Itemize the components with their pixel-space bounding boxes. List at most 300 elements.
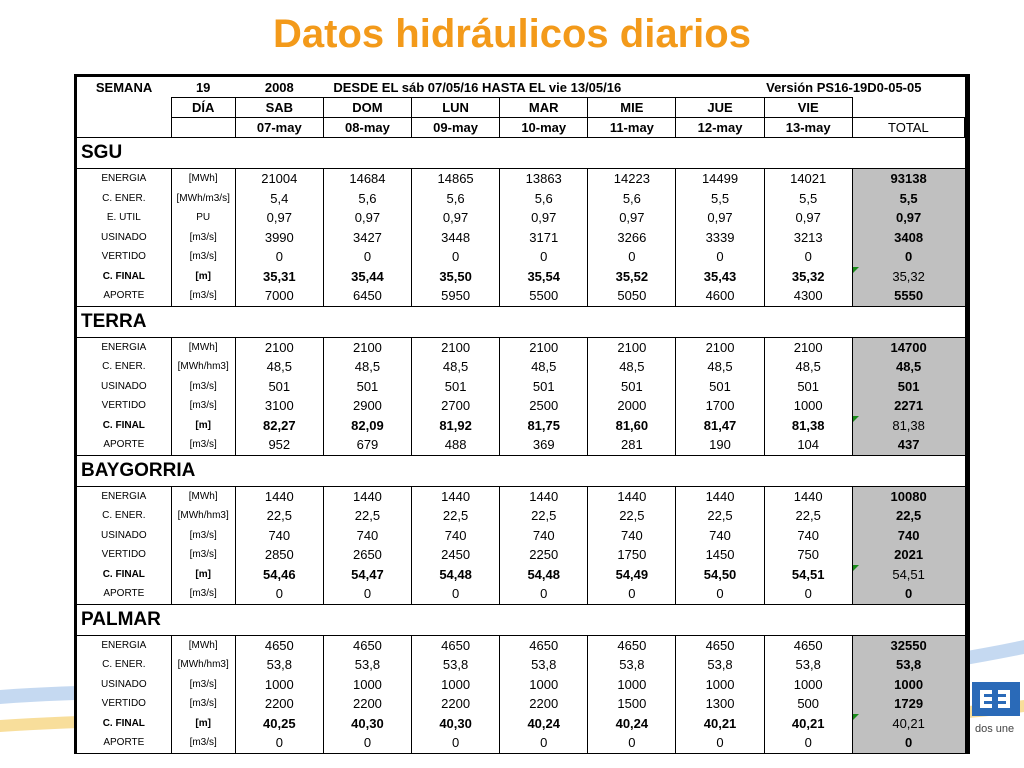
cell-value: 501 <box>500 377 588 397</box>
cell-value: 5,6 <box>588 189 676 209</box>
date-header: 09-may <box>412 118 500 138</box>
cell-value: 48,5 <box>500 357 588 377</box>
row-label: APORTE <box>77 733 171 753</box>
cell-value: 740 <box>500 526 588 546</box>
cell-value: 14223 <box>588 169 676 189</box>
row-unit: [m] <box>171 416 235 436</box>
date-header: 10-may <box>500 118 588 138</box>
cell-value: 5,5 <box>764 189 852 209</box>
table-row <box>77 733 965 753</box>
cell-value: 0 <box>235 247 323 267</box>
semana-label: SEMANA <box>95 79 153 95</box>
cell-value: 2500 <box>500 396 588 416</box>
table-row <box>77 435 965 455</box>
cell-value: 3213 <box>764 228 852 248</box>
cell-value: 500 <box>764 694 852 714</box>
day-header: MIE <box>588 98 676 118</box>
comment-flag-icon <box>853 267 859 273</box>
cell-value: 740 <box>323 526 411 546</box>
cell-value: 1300 <box>676 694 764 714</box>
row-label: ENERGIA <box>77 486 171 506</box>
cell-value: 0 <box>676 733 764 753</box>
cell-value: 1000 <box>676 675 764 695</box>
cell-value: 3448 <box>412 228 500 248</box>
row-label: APORTE <box>77 435 171 455</box>
cell-value: 740 <box>412 526 500 546</box>
cell-value: 0 <box>235 733 323 753</box>
cell-value: 281 <box>588 435 676 455</box>
cell-value: 2200 <box>412 694 500 714</box>
cell-value: 14499 <box>676 169 764 189</box>
cell-value: 14865 <box>412 169 500 189</box>
cell-value: 5050 <box>588 286 676 306</box>
cell-value: 4650 <box>235 635 323 655</box>
table-row <box>77 247 965 267</box>
cell-value: 22,5 <box>323 506 411 526</box>
cell-value: 22,5 <box>235 506 323 526</box>
row-label: USINADO <box>77 228 171 248</box>
cell-value: 0 <box>235 584 323 604</box>
total-value: 93138 <box>852 169 964 189</box>
table-row <box>77 169 965 189</box>
cell-value: 40,21 <box>764 714 852 734</box>
cell-value: 3339 <box>676 228 764 248</box>
page-title: Datos hidráulicos diarios <box>273 12 751 56</box>
cell-value: 5,5 <box>676 189 764 209</box>
cell-value: 48,5 <box>235 357 323 377</box>
cell-value: 48,5 <box>764 357 852 377</box>
total-value: 740 <box>852 526 964 546</box>
cell-value: 0 <box>588 584 676 604</box>
hydraulic-data-table <box>77 77 965 753</box>
cell-value: 190 <box>676 435 764 455</box>
cell-value: 2100 <box>676 337 764 357</box>
cell-value: 40,24 <box>500 714 588 734</box>
row-label: C. FINAL <box>77 565 171 585</box>
cell-value: 14684 <box>323 169 411 189</box>
cell-value: 13863 <box>500 169 588 189</box>
cell-value: 4650 <box>588 635 676 655</box>
total-value: 35,32 <box>852 267 964 287</box>
row-label: C. ENER. <box>77 506 171 526</box>
row-unit: [MWh] <box>171 169 235 189</box>
row-unit: [m3/s] <box>171 377 235 397</box>
cell-value: 4650 <box>764 635 852 655</box>
section-title: SGU <box>77 138 965 169</box>
cell-value: 2100 <box>500 337 588 357</box>
cell-value: 2100 <box>323 337 411 357</box>
row-unit: [MWh/hm3] <box>171 655 235 675</box>
row-unit: [m] <box>171 267 235 287</box>
row-label: APORTE <box>77 584 171 604</box>
cell-value: 3171 <box>500 228 588 248</box>
total-value: 437 <box>852 435 964 455</box>
cell-value: 501 <box>764 377 852 397</box>
cell-value: 0 <box>676 247 764 267</box>
row-label: VERTIDO <box>77 694 171 714</box>
cell-value: 22,5 <box>588 506 676 526</box>
cell-value: 54,48 <box>412 565 500 585</box>
cell-value: 22,5 <box>500 506 588 526</box>
cell-value: 22,5 <box>764 506 852 526</box>
row-unit: [MWh/hm3] <box>171 506 235 526</box>
row-label: ENERGIA <box>77 635 171 655</box>
logo-text: dos une <box>975 723 1015 735</box>
cell-value: 6450 <box>323 286 411 306</box>
cell-value: 1440 <box>764 486 852 506</box>
row-unit: [m3/s] <box>171 675 235 695</box>
date-header: 11-may <box>588 118 676 138</box>
semana-number: 19 <box>195 79 211 95</box>
cell-value: 0 <box>764 247 852 267</box>
cell-value: 5,6 <box>412 189 500 209</box>
row-label: VERTIDO <box>77 396 171 416</box>
row-unit: [m3/s] <box>171 435 235 455</box>
cell-value: 5500 <box>500 286 588 306</box>
date-header: 08-may <box>323 118 411 138</box>
comment-flag-icon <box>853 565 859 571</box>
row-label: APORTE <box>77 286 171 306</box>
cell-value: 1440 <box>588 486 676 506</box>
year: 2008 <box>264 79 294 95</box>
cell-value: 1450 <box>676 545 764 565</box>
row-unit: [m3/s] <box>171 526 235 546</box>
cell-value: 2850 <box>235 545 323 565</box>
total-value: 3408 <box>852 228 964 248</box>
row-label: C. FINAL <box>77 267 171 287</box>
cell-value: 3266 <box>588 228 676 248</box>
cell-value: 35,50 <box>412 267 500 287</box>
cell-value: 501 <box>676 377 764 397</box>
cell-value: 54,48 <box>500 565 588 585</box>
cell-value: 3990 <box>235 228 323 248</box>
cell-value: 81,47 <box>676 416 764 436</box>
row-label: C. ENER. <box>77 189 171 209</box>
cell-value: 0,97 <box>323 208 411 228</box>
total-value: 14700 <box>852 337 964 357</box>
cell-value: 740 <box>676 526 764 546</box>
total-value: 0 <box>852 584 964 604</box>
date-header: 12-may <box>676 118 764 138</box>
cell-value: 22,5 <box>412 506 500 526</box>
cell-value: 2900 <box>323 396 411 416</box>
table-row <box>77 189 965 209</box>
date-header: 13-may <box>764 118 852 138</box>
row-unit: [m3/s] <box>171 584 235 604</box>
table-row <box>77 714 965 734</box>
cell-value: 1000 <box>764 396 852 416</box>
cell-value: 5,4 <box>235 189 323 209</box>
day-header: MAR <box>500 98 588 118</box>
row-label: C. FINAL <box>77 416 171 436</box>
cell-value: 35,52 <box>588 267 676 287</box>
table-row <box>77 267 965 287</box>
section-title: BAYGORRIA <box>77 455 965 486</box>
cell-value: 5,6 <box>500 189 588 209</box>
table-row <box>77 655 965 675</box>
cell-value: 0 <box>676 584 764 604</box>
row-unit: [MWh/m3/s] <box>171 189 235 209</box>
cell-value: 2250 <box>500 545 588 565</box>
cell-value: 2100 <box>764 337 852 357</box>
cell-value: 5,6 <box>323 189 411 209</box>
cell-value: 501 <box>412 377 500 397</box>
cell-value: 53,8 <box>676 655 764 675</box>
cell-value: 0 <box>323 247 411 267</box>
cell-value: 14021 <box>764 169 852 189</box>
cell-value: 54,46 <box>235 565 323 585</box>
cell-value: 0,97 <box>235 208 323 228</box>
cell-value: 35,54 <box>500 267 588 287</box>
cell-value: 4600 <box>676 286 764 306</box>
cell-value: 1440 <box>676 486 764 506</box>
cell-value: 501 <box>588 377 676 397</box>
table-row <box>77 565 965 585</box>
cell-value: 82,27 <box>235 416 323 436</box>
cell-value: 3100 <box>235 396 323 416</box>
table-row <box>77 286 965 306</box>
table-row <box>77 396 965 416</box>
cell-value: 1440 <box>412 486 500 506</box>
cell-value: 501 <box>235 377 323 397</box>
cell-value: 0 <box>764 733 852 753</box>
cell-value: 2200 <box>500 694 588 714</box>
table-row <box>77 228 965 248</box>
table-row <box>77 694 965 714</box>
cell-value: 1000 <box>235 675 323 695</box>
total-value: 5550 <box>852 286 964 306</box>
cell-value: 1000 <box>412 675 500 695</box>
cell-value: 2100 <box>588 337 676 357</box>
table-row <box>77 208 965 228</box>
row-unit: [m3/s] <box>171 286 235 306</box>
cell-value: 1440 <box>500 486 588 506</box>
row-unit: [m] <box>171 714 235 734</box>
table-row <box>77 506 965 526</box>
cell-value: 54,51 <box>764 565 852 585</box>
row-unit: [m] <box>171 565 235 585</box>
row-unit: [MWh] <box>171 337 235 357</box>
table-row <box>77 584 965 604</box>
row-label: VERTIDO <box>77 247 171 267</box>
cell-value: 53,8 <box>323 655 411 675</box>
day-header: LUN <box>412 98 500 118</box>
row-unit: [m3/s] <box>171 694 235 714</box>
cell-value: 54,50 <box>676 565 764 585</box>
cell-value: 0 <box>323 584 411 604</box>
row-label: C. ENER. <box>77 357 171 377</box>
cell-value: 4650 <box>500 635 588 655</box>
cell-value: 35,32 <box>764 267 852 287</box>
cell-value: 48,5 <box>588 357 676 377</box>
row-unit: [m3/s] <box>171 247 235 267</box>
table-row <box>77 526 965 546</box>
table-row <box>77 545 965 565</box>
cell-value: 0 <box>588 247 676 267</box>
cell-value: 48,5 <box>323 357 411 377</box>
cell-value: 1000 <box>588 675 676 695</box>
cell-value: 2650 <box>323 545 411 565</box>
date-range: DESDE EL sáb 07/05/16 HASTA EL vie 13/05/16 <box>333 79 622 95</box>
version: Versión PS16-19D0-05-05 <box>766 79 922 95</box>
cell-value: 53,8 <box>764 655 852 675</box>
cell-value: 369 <box>500 435 588 455</box>
total-value: 2271 <box>852 396 964 416</box>
cell-value: 7000 <box>235 286 323 306</box>
total-header: TOTAL <box>852 118 964 138</box>
row-unit: [m3/s] <box>171 733 235 753</box>
comment-flag-icon <box>853 416 859 422</box>
cell-value: 0 <box>500 733 588 753</box>
row-unit: [MWh] <box>171 635 235 655</box>
cell-value: 0 <box>412 584 500 604</box>
cell-value: 0 <box>323 733 411 753</box>
cell-value: 0 <box>500 584 588 604</box>
total-value: 0 <box>852 247 964 267</box>
date-header: 07-may <box>235 118 323 138</box>
cell-value: 488 <box>412 435 500 455</box>
cell-value: 53,8 <box>500 655 588 675</box>
day-header: VIE <box>764 98 852 118</box>
cell-value: 4650 <box>676 635 764 655</box>
cell-value: 0 <box>500 247 588 267</box>
cell-value: 5950 <box>412 286 500 306</box>
total-value: 1000 <box>852 675 964 695</box>
row-unit: [MWh] <box>171 486 235 506</box>
cell-value: 53,8 <box>588 655 676 675</box>
cell-value: 53,8 <box>235 655 323 675</box>
row-label: USINADO <box>77 377 171 397</box>
cell-value: 22,5 <box>676 506 764 526</box>
cell-value: 1000 <box>764 675 852 695</box>
table-row <box>77 635 965 655</box>
cell-value: 740 <box>588 526 676 546</box>
table-row <box>77 486 965 506</box>
cell-value: 81,38 <box>764 416 852 436</box>
cell-value: 82,09 <box>323 416 411 436</box>
cell-value: 81,60 <box>588 416 676 436</box>
total-value: 48,5 <box>852 357 964 377</box>
cell-value: 0,97 <box>412 208 500 228</box>
cell-value: 4300 <box>764 286 852 306</box>
row-label: C. FINAL <box>77 714 171 734</box>
cell-value: 2450 <box>412 545 500 565</box>
row-label: E. UTIL <box>77 208 171 228</box>
cell-value: 54,49 <box>588 565 676 585</box>
cell-value: 0,97 <box>588 208 676 228</box>
cell-value: 2200 <box>235 694 323 714</box>
cell-value: 1700 <box>676 396 764 416</box>
cell-value: 0 <box>764 584 852 604</box>
total-value: 0 <box>852 733 964 753</box>
cell-value: 2000 <box>588 396 676 416</box>
cell-value: 0,97 <box>500 208 588 228</box>
comment-flag-icon <box>853 714 859 720</box>
day-header: DOM <box>323 98 411 118</box>
total-value: 1729 <box>852 694 964 714</box>
section-title: TERRA <box>77 306 965 337</box>
row-unit: [m3/s] <box>171 396 235 416</box>
row-unit: [m3/s] <box>171 228 235 248</box>
cell-value: 40,21 <box>676 714 764 734</box>
table-row <box>77 377 965 397</box>
total-value: 32550 <box>852 635 964 655</box>
total-value: 40,21 <box>852 714 964 734</box>
company-logo <box>968 676 1024 726</box>
cell-value: 952 <box>235 435 323 455</box>
cell-value: 1440 <box>235 486 323 506</box>
cell-value: 740 <box>235 526 323 546</box>
cell-value: 48,5 <box>676 357 764 377</box>
row-label: ENERGIA <box>77 169 171 189</box>
row-unit: PU <box>171 208 235 228</box>
row-label: USINADO <box>77 526 171 546</box>
cell-value: 2700 <box>412 396 500 416</box>
total-value: 10080 <box>852 486 964 506</box>
row-unit: [m3/s] <box>171 545 235 565</box>
day-header: SAB <box>235 98 323 118</box>
cell-value: 0 <box>588 733 676 753</box>
cell-value: 2100 <box>235 337 323 357</box>
cell-value: 1000 <box>500 675 588 695</box>
total-value: 5,5 <box>852 189 964 209</box>
cell-value: 740 <box>764 526 852 546</box>
cell-value: 501 <box>323 377 411 397</box>
table-row <box>77 675 965 695</box>
cell-value: 35,44 <box>323 267 411 287</box>
row-label: C. ENER. <box>77 655 171 675</box>
total-value: 0,97 <box>852 208 964 228</box>
cell-value: 3427 <box>323 228 411 248</box>
table-row <box>77 357 965 377</box>
cell-value: 40,30 <box>323 714 411 734</box>
total-value: 54,51 <box>852 565 964 585</box>
cell-value: 21004 <box>235 169 323 189</box>
cell-value: 1750 <box>588 545 676 565</box>
cell-value: 54,47 <box>323 565 411 585</box>
cell-value: 40,25 <box>235 714 323 734</box>
row-unit: [MWh/hm3] <box>171 357 235 377</box>
table-row <box>77 337 965 357</box>
day-header: JUE <box>676 98 764 118</box>
section-title: PALMAR <box>77 604 965 635</box>
total-value: 22,5 <box>852 506 964 526</box>
row-label: ENERGIA <box>77 337 171 357</box>
cell-value: 0,97 <box>764 208 852 228</box>
cell-value: 40,24 <box>588 714 676 734</box>
cell-value: 0 <box>412 247 500 267</box>
cell-value: 750 <box>764 545 852 565</box>
cell-value: 53,8 <box>412 655 500 675</box>
total-value: 501 <box>852 377 964 397</box>
cell-value: 0 <box>412 733 500 753</box>
cell-value: 48,5 <box>412 357 500 377</box>
cell-value: 1500 <box>588 694 676 714</box>
cell-value: 4650 <box>323 635 411 655</box>
cell-value: 35,43 <box>676 267 764 287</box>
total-value: 53,8 <box>852 655 964 675</box>
table-row <box>77 416 965 436</box>
cell-value: 104 <box>764 435 852 455</box>
cell-value: 1000 <box>323 675 411 695</box>
row-label: VERTIDO <box>77 545 171 565</box>
total-value: 2021 <box>852 545 964 565</box>
dia-label: DÍA <box>171 98 235 118</box>
cell-value: 35,31 <box>235 267 323 287</box>
cell-value: 81,92 <box>412 416 500 436</box>
cell-value: 679 <box>323 435 411 455</box>
cell-value: 81,75 <box>500 416 588 436</box>
